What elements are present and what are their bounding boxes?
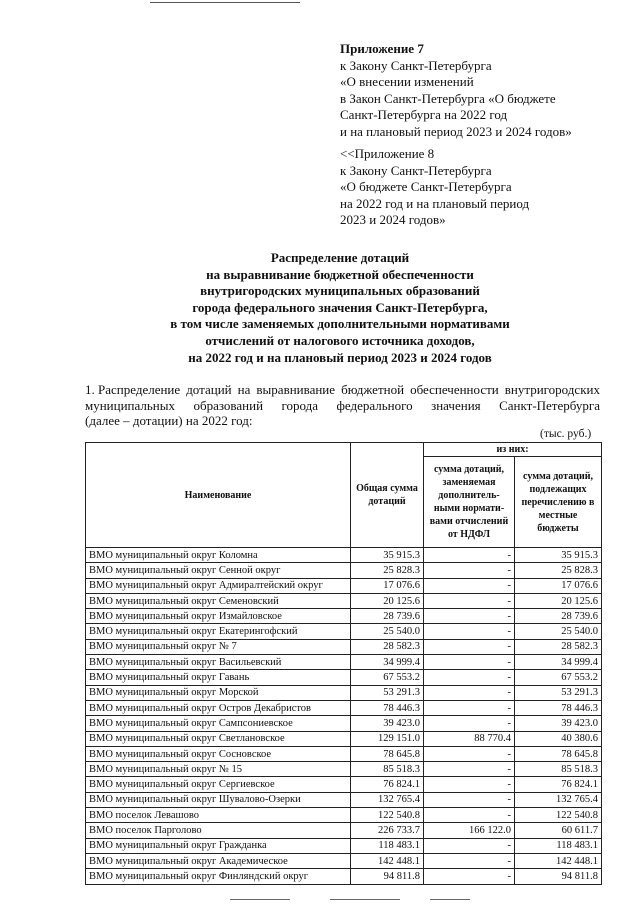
- paragraph-line-1: [85, 382, 600, 398]
- cell-total: 28 739.6: [351, 609, 424, 624]
- cell-replaced: -: [424, 639, 515, 654]
- bottom-scan-marks: [0, 897, 640, 905]
- cell-replaced: -: [424, 853, 515, 868]
- header-name: Наименование: [86, 443, 351, 548]
- cell-total: 17 076.6: [351, 578, 424, 593]
- cell-replaced: -: [424, 685, 515, 700]
- subsidies-table: [85, 442, 602, 885]
- word: бюджетной: [341, 382, 405, 397]
- cell-transfer: 35 915.3: [515, 548, 602, 563]
- cell-name: ВМО муниципальный округ Семеновский: [86, 593, 351, 608]
- table-row: [86, 639, 602, 654]
- cell-name: ВМО муниципальный округ Светлановское: [86, 731, 351, 746]
- cell-total: 78 645.8: [351, 746, 424, 761]
- header-of-which: из них:: [424, 443, 602, 457]
- units-label: (тыс. руб.): [540, 428, 592, 440]
- cell-total: 25 540.0: [351, 624, 424, 639]
- table-row: [86, 593, 602, 608]
- word: 1. Распределение: [85, 382, 181, 397]
- word: Санкт-Петербурга: [499, 397, 600, 413]
- word: выравнивание: [256, 382, 336, 397]
- section-1-paragraph: [85, 382, 600, 429]
- table-row: [86, 792, 602, 807]
- document-title: [120, 250, 560, 366]
- appendix-7-header: [340, 41, 572, 141]
- cell-transfer: 118 483.1: [515, 838, 602, 853]
- cell-transfer: 122 540.8: [515, 808, 602, 823]
- cell-transfer: 85 518.3: [515, 762, 602, 777]
- cell-replaced: -: [424, 716, 515, 731]
- appendix-8-header: [340, 146, 529, 229]
- table-row: [86, 838, 602, 853]
- paragraph-line-2: [85, 398, 600, 414]
- table-row: [86, 762, 602, 777]
- cell-replaced: 166 122.0: [424, 823, 515, 838]
- cell-name: ВМО муниципальный округ Остров Декабристов: [86, 700, 351, 715]
- table-row: [86, 869, 602, 884]
- cell-transfer: 20 125.6: [515, 593, 602, 608]
- cell-replaced: -: [424, 578, 515, 593]
- cell-total: 94 811.8: [351, 869, 424, 884]
- table-row: [86, 716, 602, 731]
- cell-replaced: -: [424, 746, 515, 761]
- table-row: [86, 853, 602, 868]
- cell-name: ВМО поселок Левашово: [86, 808, 351, 823]
- cell-name: ВМО муниципальный округ Сенной округ: [86, 563, 351, 578]
- word: муниципальных: [85, 397, 176, 413]
- word: образований: [193, 397, 264, 413]
- title-line: Распределение дотаций: [270, 250, 410, 265]
- title-line: на 2022 год и на плановый период 2023 и 2024 годов: [188, 349, 492, 365]
- cell-name: ВМО муниципальный округ Финляндский округ: [86, 869, 351, 884]
- word: значения: [431, 397, 481, 413]
- cell-transfer: 40 380.6: [515, 731, 602, 746]
- cell-replaced: -: [424, 548, 515, 563]
- cell-name: ВМО муниципальный округ Измайловское: [86, 609, 351, 624]
- table-row: [86, 685, 602, 700]
- cell-name: ВМО муниципальный округ Академическое: [86, 853, 351, 868]
- cell-replaced: -: [424, 838, 515, 853]
- cell-name: ВМО поселок Парголово: [86, 823, 351, 838]
- cell-total: 35 915.3: [351, 548, 424, 563]
- table-row: [86, 700, 602, 715]
- cell-total: 129 151.0: [351, 731, 424, 746]
- top-rule: [150, 2, 300, 3]
- cell-name: ВМО муниципальный округ Гавань: [86, 670, 351, 685]
- table-row: [86, 777, 602, 792]
- cell-replaced: -: [424, 593, 515, 608]
- cell-transfer: 34 999.4: [515, 655, 602, 670]
- cell-replaced: -: [424, 808, 515, 823]
- cell-name: ВМО муниципальный округ Адмиралтейский округ: [86, 578, 351, 593]
- table-row: [86, 670, 602, 685]
- cell-transfer: 142 448.1: [515, 853, 602, 868]
- cell-total: 118 483.1: [351, 838, 424, 853]
- cell-transfer: 67 553.2: [515, 670, 602, 685]
- cell-replaced: -: [424, 624, 515, 639]
- cell-name: ВМО муниципальный округ № 7: [86, 639, 351, 654]
- cell-total: 53 291.3: [351, 685, 424, 700]
- word: на: [237, 382, 251, 397]
- cell-total: 122 540.8: [351, 808, 424, 823]
- cell-transfer: 60 611.7: [515, 823, 602, 838]
- table-row: [86, 731, 602, 746]
- header-total: Общая сумма дотаций: [351, 443, 424, 548]
- cell-replaced: -: [424, 762, 515, 777]
- appendix-7-line: Санкт-Петербурга на 2022 год: [340, 107, 508, 123]
- cell-name: ВМО муниципальный округ Екатерингофский: [86, 624, 351, 639]
- cell-name: ВМО муниципальный округ Коломна: [86, 548, 351, 563]
- word: дотаций: [186, 382, 232, 397]
- title-line: внутригородских муниципальных образований: [200, 283, 480, 299]
- cell-total: 226 733.7: [351, 823, 424, 838]
- word: внутригородских: [504, 382, 600, 397]
- cell-total: 142 448.1: [351, 853, 424, 868]
- cell-replaced: -: [424, 869, 515, 884]
- cell-transfer: 17 076.6: [515, 578, 602, 593]
- title-line: города федерального значения Санкт-Петербурга,: [192, 299, 488, 315]
- appendix-7-line: в Закон Санкт-Петербурга «О бюджете: [340, 90, 556, 106]
- cell-name: ВМО муниципальный округ Васильевский: [86, 655, 351, 670]
- cell-total: 67 553.2: [351, 670, 424, 685]
- cell-transfer: 39 423.0: [515, 716, 602, 731]
- cell-transfer: 78 446.3: [515, 700, 602, 715]
- cell-transfer: 53 291.3: [515, 685, 602, 700]
- table-row: [86, 808, 602, 823]
- cell-name: ВМО муниципальный округ Сосновское: [86, 746, 351, 761]
- cell-replaced: -: [424, 777, 515, 792]
- header-row: [86, 443, 602, 457]
- cell-transfer: 28 582.3: [515, 639, 602, 654]
- appendix-7-title: Приложение 7: [340, 41, 424, 56]
- cell-total: 39 423.0: [351, 716, 424, 731]
- cell-name: ВМО муниципальный округ Гражданка: [86, 838, 351, 853]
- appendix-7-line: «О внесении изменений: [340, 74, 474, 90]
- table-row: [86, 746, 602, 761]
- table-row: [86, 563, 602, 578]
- cell-transfer: 76 824.1: [515, 777, 602, 792]
- cell-replaced: -: [424, 700, 515, 715]
- appendix-7-line: к Закону Санкт-Петербурга: [340, 57, 492, 73]
- cell-total: 78 446.3: [351, 700, 424, 715]
- title-line: в том числе заменяемых дополнительными нормативами: [170, 316, 510, 332]
- table-row: [86, 578, 602, 593]
- cell-total: 20 125.6: [351, 593, 424, 608]
- cell-name: ВМО муниципальный округ Сергиевское: [86, 777, 351, 792]
- cell-name: ВМО муниципальный округ Морской: [86, 685, 351, 700]
- cell-replaced: -: [424, 609, 515, 624]
- cell-replaced: -: [424, 563, 515, 578]
- cell-total: 132 765.4: [351, 792, 424, 807]
- cell-name: ВМО муниципальный округ № 15: [86, 762, 351, 777]
- header-transfer: сумма дотаций, подлежащих перечислению в местные бюджеты: [515, 457, 602, 548]
- cell-name: ВМО муниципальный округ Шувалово-Озерки: [86, 792, 351, 807]
- cell-replaced: 88 770.4: [424, 731, 515, 746]
- appendix-8-line: 2023 и 2024 годов»: [340, 212, 446, 228]
- cell-transfer: 94 811.8: [515, 869, 602, 884]
- word: обеспеченности: [410, 382, 499, 397]
- cell-transfer: 78 645.8: [515, 746, 602, 761]
- appendix-7-line: и на плановый период 2023 и 2024 годов»: [340, 123, 572, 139]
- word: города: [281, 397, 319, 413]
- cell-total: 28 582.3: [351, 639, 424, 654]
- appendix-8-line: «О бюджете Санкт-Петербурга: [340, 179, 512, 195]
- cell-transfer: 25 540.0: [515, 624, 602, 639]
- table-row: [86, 655, 602, 670]
- paragraph-line-3: (далее – дотации) на 2022 год:: [85, 413, 253, 428]
- appendix-8-line: <<Приложение 8: [340, 146, 435, 161]
- title-line: отчислений от налогового источника доходов,: [205, 332, 475, 348]
- cell-total: 25 828.3: [351, 563, 424, 578]
- word: федерального: [336, 397, 413, 413]
- appendix-8-line: к Закону Санкт-Петербурга: [340, 162, 492, 178]
- header-replaced: сумма дотаций, заменяемая дополнитель-ными нормати-вами отчислений от НДФЛ: [424, 457, 515, 548]
- cell-name: ВМО муниципальный округ Сампсониевское: [86, 716, 351, 731]
- cell-replaced: -: [424, 670, 515, 685]
- table-row: [86, 548, 602, 563]
- cell-replaced: -: [424, 655, 515, 670]
- cell-transfer: 25 828.3: [515, 563, 602, 578]
- table-row: [86, 624, 602, 639]
- cell-replaced: -: [424, 792, 515, 807]
- table-row: [86, 609, 602, 624]
- cell-total: 34 999.4: [351, 655, 424, 670]
- cell-total: 76 824.1: [351, 777, 424, 792]
- table-row: [86, 823, 602, 838]
- cell-total: 85 518.3: [351, 762, 424, 777]
- cell-transfer: 28 739.6: [515, 609, 602, 624]
- title-line: на выравнивание бюджетной обеспеченности: [206, 266, 474, 282]
- cell-transfer: 132 765.4: [515, 792, 602, 807]
- appendix-8-line: на 2022 год и на плановый период: [340, 195, 530, 211]
